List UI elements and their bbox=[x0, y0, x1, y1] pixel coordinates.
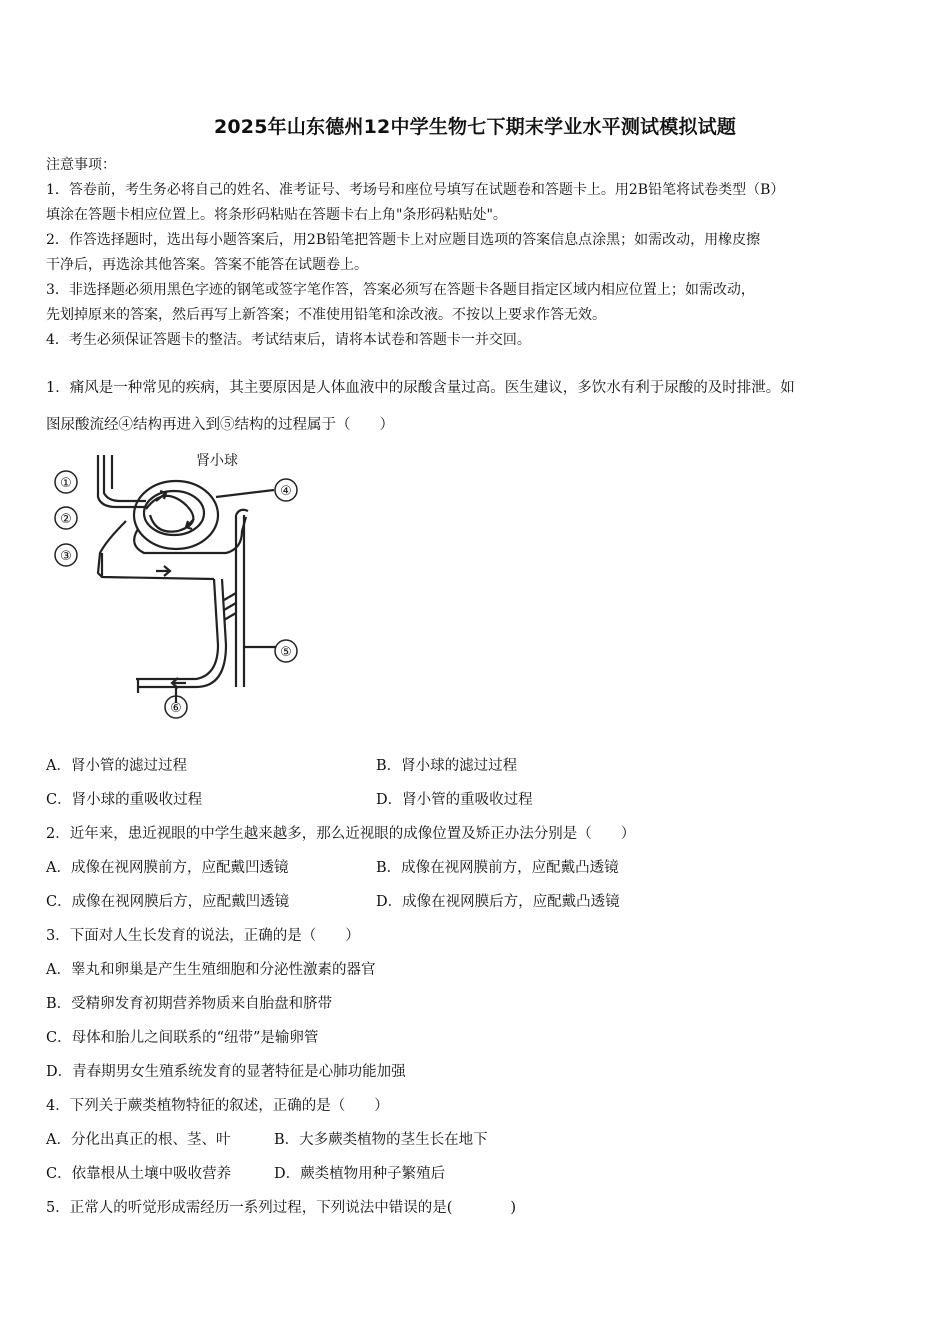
q3-option-d: D．青春期男女生殖系统发育的显著特征是心肺功能加强 bbox=[46, 1064, 406, 1080]
nephron-diagram bbox=[46, 445, 308, 725]
notes-section bbox=[46, 153, 912, 353]
q2-option-c: C．成像在视网膜后方，应配戴凹透镜 bbox=[46, 894, 290, 910]
q4-option-b: B．大多蕨类植物的茎生长在地下 bbox=[274, 1132, 488, 1148]
q1-stem-line1: 1．痛风是一种常见的疾病，其主要原因是人体血液中的尿酸含量过高。医生建议，多饮水有利于尿酸的及时排泄。如 bbox=[46, 380, 795, 396]
q1-option-a: A．肾小管的滤过过程 bbox=[46, 758, 187, 774]
q3-option-a: A．睾丸和卵巢是产生生殖细胞和分泌性激素的器官 bbox=[46, 962, 376, 978]
notes-heading: 注意事项： bbox=[46, 157, 116, 173]
diagram-label-3: ③ bbox=[60, 549, 72, 564]
q1-option-d: D．肾小管的重吸收过程 bbox=[376, 792, 533, 808]
q2-option-d: D．成像在视网膜后方，应配戴凸透镜 bbox=[376, 894, 620, 910]
q2-option-a: A．成像在视网膜前方，应配戴凹透镜 bbox=[46, 860, 289, 876]
q4-stem: 4．下列关于蕨类植物特征的叙述，正确的是（ ） bbox=[46, 1098, 389, 1114]
diagram-label-4: ④ bbox=[280, 484, 292, 499]
notes-line: 先划掉原来的答案，然后再写上新答案；不准使用铅笔和涂改液。不按以上要求作答无效。 bbox=[46, 307, 606, 323]
q4-option-d: D．蕨类植物用种子繁殖后 bbox=[274, 1166, 446, 1182]
page-title: 2025年山东德州12中学生物七下期末学业水平测试模拟试题 bbox=[213, 116, 737, 138]
notes-line: 填涂在答题卡相应位置上。将条形码粘贴在答题卡右上角"条形码粘贴处"。 bbox=[46, 207, 507, 223]
diagram-label-2: ② bbox=[60, 512, 72, 527]
diagram-label-6: ⑥ bbox=[170, 701, 182, 716]
q4-option-a: A．分化出真正的根、茎、叶 bbox=[46, 1132, 231, 1148]
q1-option-b: B．肾小球的滤过过程 bbox=[376, 758, 518, 774]
notes-line: 干净后，再选涂其他答案。答案不能答在试题卷上。 bbox=[46, 257, 368, 273]
diagram-label-1: ① bbox=[60, 476, 72, 491]
notes-line: 4．考生必须保证答题卡的整洁。考试结束后，请将本试卷和答题卡一并交回。 bbox=[46, 332, 531, 348]
q2-option-b: B．成像在视网膜前方，应配戴凸透镜 bbox=[376, 860, 619, 876]
notes-line: 1．答卷前，考生务必将自己的姓名、准考证号、考场号和座位号填写在试题卷和答题卡上。用2B铅笔将试卷类型（B） bbox=[46, 182, 785, 198]
q3-stem: 3．下面对人生长发育的说法，正确的是（ ） bbox=[46, 928, 360, 944]
diagram-heading: 肾小球 bbox=[196, 453, 238, 469]
diagram-label-5: ⑤ bbox=[280, 645, 292, 660]
q4-option-c: C．依靠根从土壤中吸收营养 bbox=[46, 1166, 232, 1182]
q1-option-c: C．肾小球的重吸收过程 bbox=[46, 792, 203, 808]
notes-line: 2．作答选择题时，选出每小题答案后，用2B铅笔把答题卡上对应题目选项的答案信息点涂黑；如需改动，用橡皮擦 bbox=[46, 232, 761, 248]
q1-stem-line2: 图尿酸流经④结构再进入到⑤结构的过程属于（ ） bbox=[46, 417, 394, 433]
q3-option-c: C．母体和胎儿之间联系的“纽带”是输卵管 bbox=[46, 1030, 319, 1046]
q5-stem: 5．正常人的听觉形成需经历一系列过程，下列说法中错误的是( ) bbox=[46, 1200, 517, 1216]
q3-option-b: B．受精卵发育初期营养物质来自胎盘和脐带 bbox=[46, 996, 333, 1012]
notes-line: 3．非选择题必须用黑色字迹的钢笔或签字笔作答，答案必须写在答题卡各题目指定区域内相应位置上；如需改动， bbox=[46, 282, 755, 298]
q2-stem: 2．近年来，患近视眼的中学生越来越多，那么近视眼的成像位置及矫正办法分别是（ ） bbox=[46, 826, 636, 842]
